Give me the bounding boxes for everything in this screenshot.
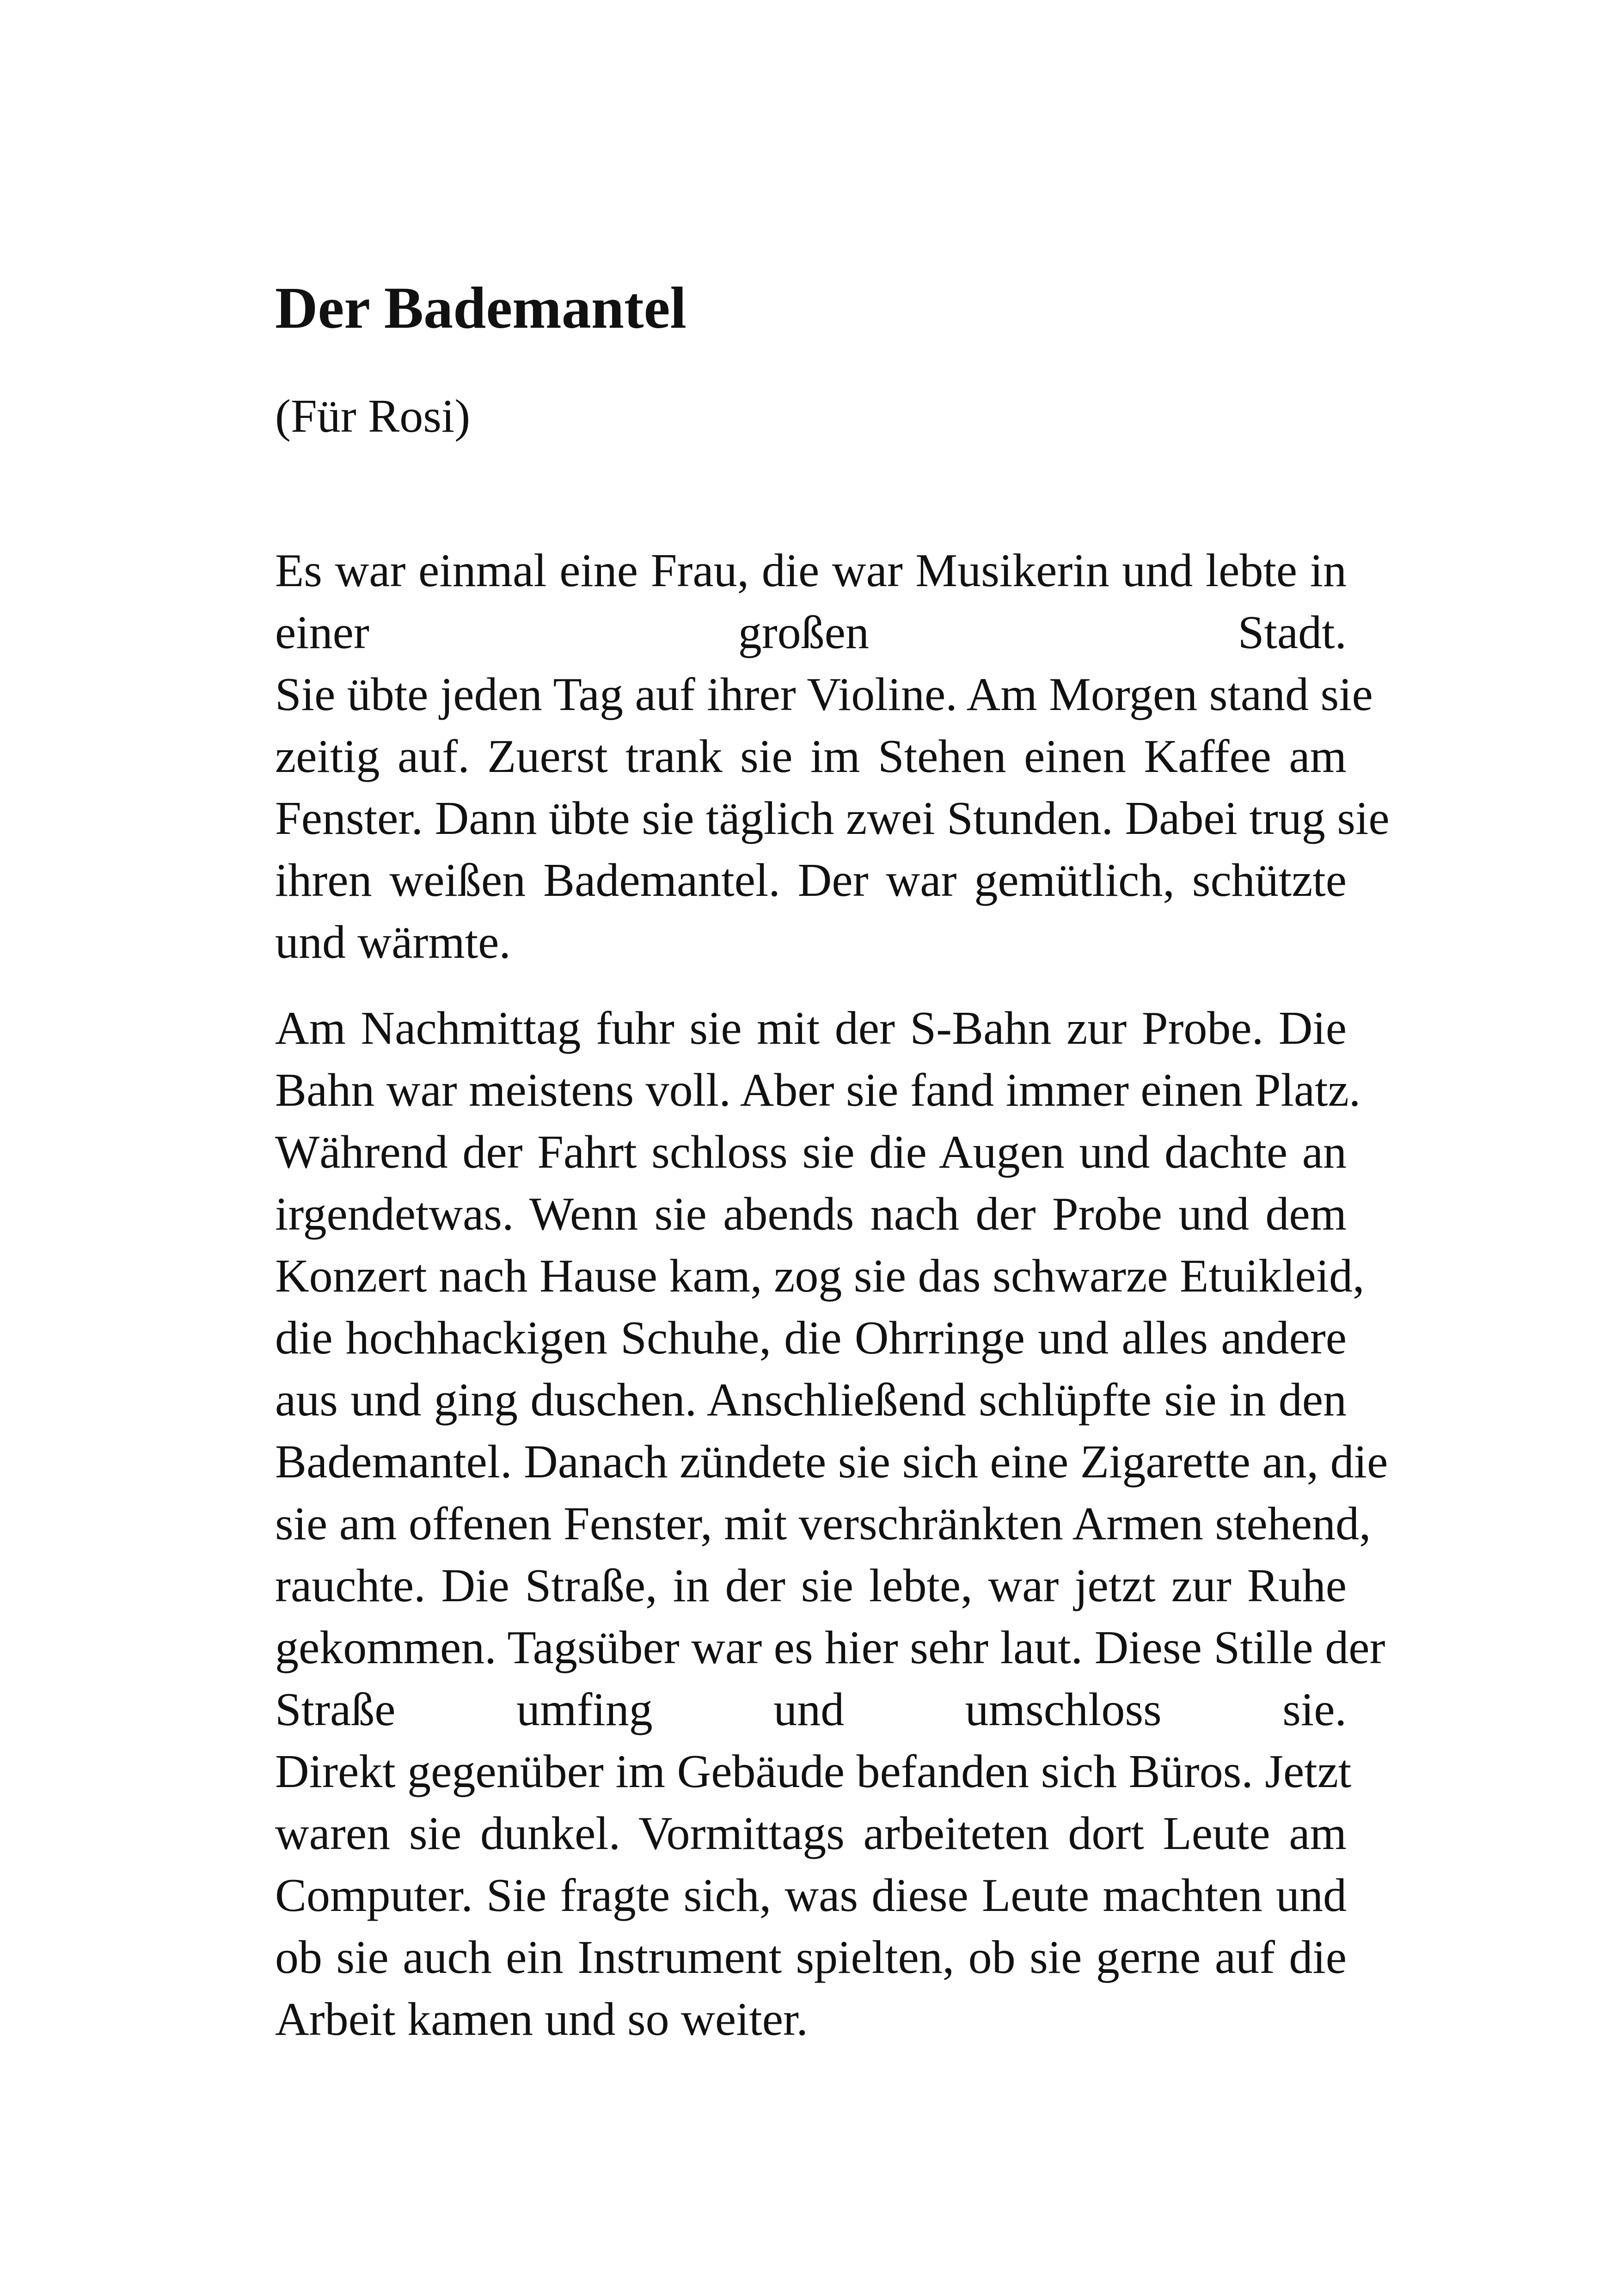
- paragraph-1: [275, 540, 1390, 974]
- dedication: (Für Rosi): [275, 390, 471, 442]
- text-line: ihren weißen Bademantel. Der war gemütlich, schützte: [275, 854, 1347, 906]
- text-line: waren sie dunkel. Vormittags arbeiteten dort Leute am: [275, 1807, 1347, 1860]
- text-line: einer großen Stadt.: [275, 606, 1347, 659]
- text-line: Sie übte jeden Tag auf ihrer Violine. Am Morgen stand sie: [275, 668, 1373, 721]
- text-line: Bademantel. Danach zündete sie sich eine Zigarette an, die: [275, 1436, 1388, 1488]
- text-line: Am Nachmittag fuhr sie mit der S-Bahn zur Probe. Die: [275, 1002, 1347, 1054]
- text-line: gekommen. Tagsüber war es hier sehr laut. Diese Stille der: [275, 1622, 1385, 1674]
- text-line: Konzert nach Hause kam, zog sie das schwarze Etuikleid,: [275, 1250, 1365, 1302]
- text-line: irgendetwas. Wenn sie abends nach der Probe und dem: [275, 1188, 1347, 1240]
- paragraph-2: [275, 998, 1388, 2051]
- text-line: Computer. Sie fragte sich, was diese Leute machten und: [275, 1869, 1347, 1922]
- text-line: Fenster. Dann übte sie täglich zwei Stunden. Dabei trug sie: [275, 792, 1390, 845]
- text-line: sie am offenen Fenster, mit verschränkten Armen stehend,: [275, 1498, 1371, 1550]
- text-line: Während der Fahrt schloss sie die Augen und dachte an: [275, 1126, 1347, 1178]
- text-line: Bahn war meistens voll. Aber sie fand immer einen Platz.: [275, 1064, 1361, 1116]
- text-line: die hochhackigen Schuhe, die Ohrringe und alles andere: [275, 1312, 1347, 1364]
- text-line: Straße umfing und umschloss sie.: [275, 1684, 1347, 1736]
- text-line: ob sie auch ein Instrument spielten, ob sie gerne auf die: [275, 1931, 1347, 1984]
- document-title: Der Bademantel: [275, 275, 686, 341]
- text-line: zeitig auf. Zuerst trank sie im Stehen einen Kaffee am: [275, 730, 1347, 783]
- text-line: und wärmte.: [275, 916, 511, 968]
- text-line: Arbeit kamen und so weiter.: [275, 1993, 808, 2045]
- text-line: Direkt gegenüber im Gebäude befanden sich Büros. Jetzt: [275, 1745, 1352, 1798]
- text-line: Es war einmal eine Frau, die war Musikerin und lebte in: [275, 545, 1347, 597]
- text-line: rauchte. Die Straße, in der sie lebte, war jetzt zur Ruhe: [275, 1560, 1347, 1612]
- text-line: aus und ging duschen. Anschließend schlüpfte sie in den: [275, 1374, 1347, 1426]
